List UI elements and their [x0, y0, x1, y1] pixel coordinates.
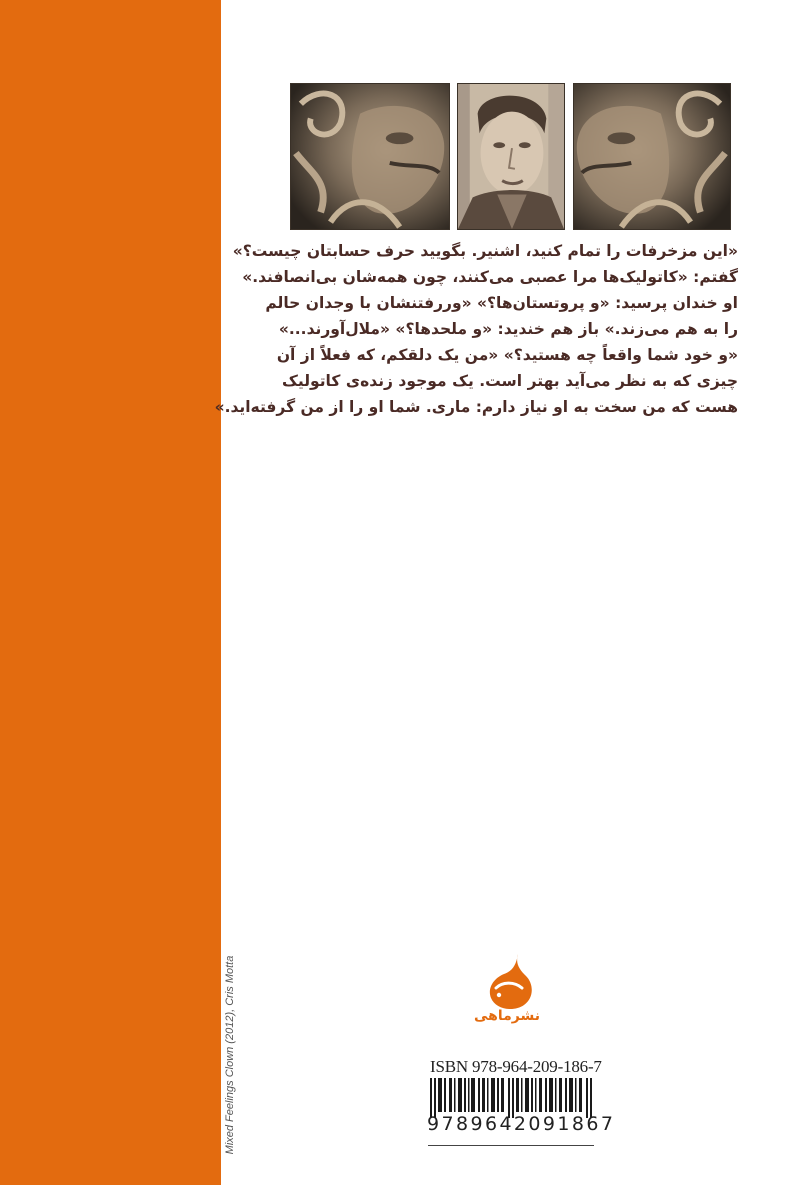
quote-line: «این مزخرفات را تمام کنید، اشنیر. بگویید حرف حسابتان چیست؟» — [232, 242, 738, 260]
credit-text: Mixed Feelings Clown (2012), Cris Motta — [224, 955, 236, 1155]
carved-face-left-image — [290, 83, 450, 230]
quote-line: گفتم: «کاتولیک‌ها مرا عصبی می‌کنند، چون همه‌شان بی‌انصافند.» — [242, 268, 738, 286]
cover-art-credit — [222, 935, 238, 1175]
quote-line: چیزی که به نظر می‌آید بهتر است. یک موجود زنده‌ی کاتولیک — [282, 372, 738, 390]
quote-line: هست که من سخت به او نیاز دارم: ماری. شما او را از من گرفته‌اید.» — [214, 398, 738, 416]
barcode — [430, 1078, 598, 1118]
orange-spine-band — [0, 0, 221, 1185]
quote-line: «و خود شما واقعاً چه هستید؟» «من یک دلقکم، که فعلاً از آن — [276, 346, 738, 364]
author-portrait-image — [457, 83, 565, 230]
quote-line: او خندان پرسید: «و پروتستان‌ها؟» «وررفتنشان با وجدان حالم — [265, 294, 738, 312]
carved-face-right-image — [573, 83, 731, 230]
back-cover-quote — [214, 238, 738, 420]
divider-line — [428, 1145, 594, 1146]
isbn-label: ISBN 978-964-209-186-7 — [430, 1057, 602, 1076]
publisher-name: نشرماهی — [473, 1008, 540, 1024]
barcode-digits: 9789642091867 — [427, 1113, 616, 1135]
quote-line: را به هم می‌زند.» باز هم خندید: «و ملحدها؟» «ملال‌آورند...» — [278, 320, 738, 338]
